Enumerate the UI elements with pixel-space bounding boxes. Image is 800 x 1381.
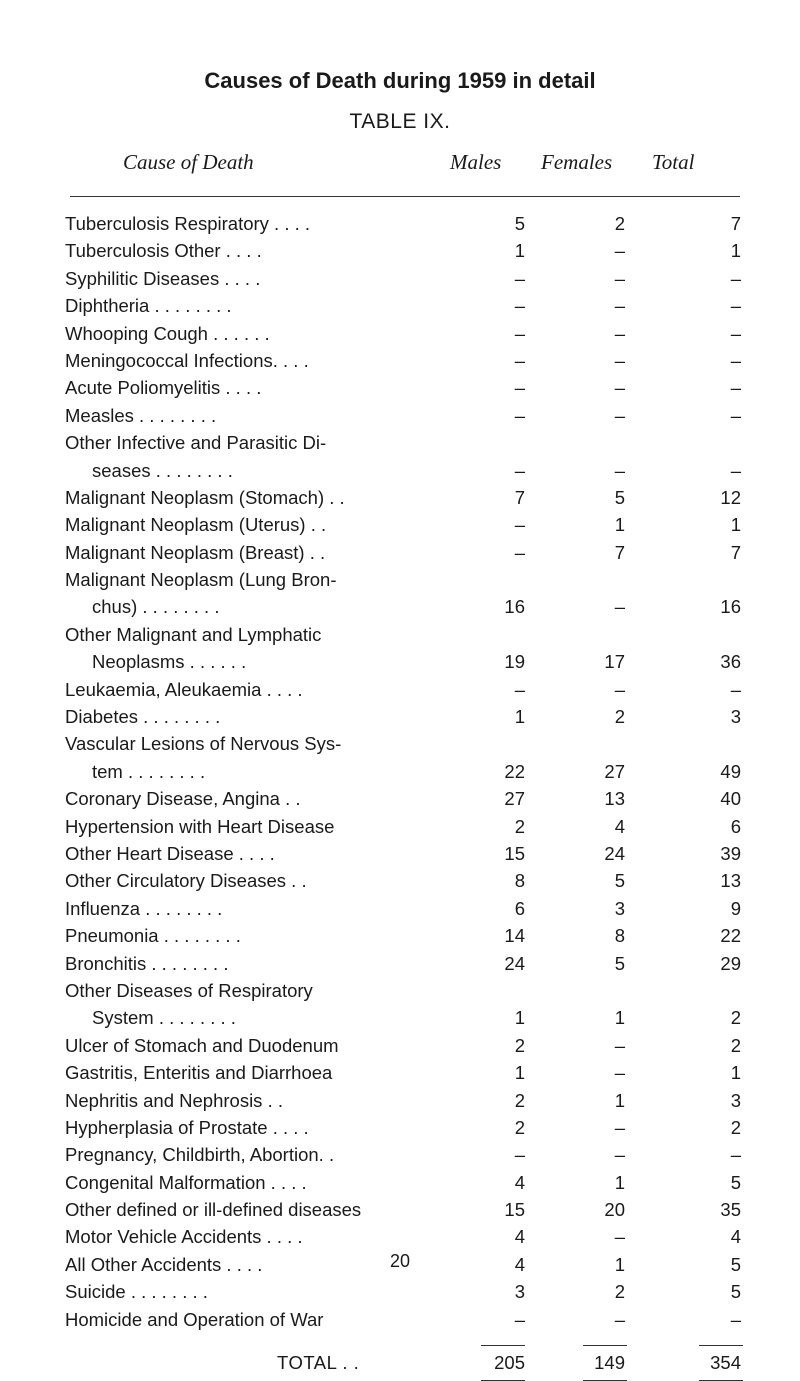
cause-label: Neoplasms . . . . . . <box>92 651 247 673</box>
females-value: – <box>614 322 625 344</box>
cause-label: Ulcer of Stomach and Duodenum <box>65 1034 339 1056</box>
males-value: 4 <box>514 1171 525 1193</box>
total-value: – <box>730 267 741 289</box>
total-value: 40 <box>720 788 741 810</box>
cause-label: Influenza . . . . . . . . <box>65 897 223 919</box>
males-value: 15 <box>504 1199 525 1221</box>
males-value: – <box>514 404 525 426</box>
males-value: 15 <box>504 842 525 864</box>
cause-label: Suicide . . . . . . . . <box>65 1281 208 1303</box>
table-row <box>65 265 745 292</box>
females-value: – <box>614 1226 625 1248</box>
males-value: – <box>514 322 525 344</box>
females-value: 5 <box>614 486 625 508</box>
males-value: – <box>514 349 525 371</box>
cause-label: Other defined or ill-defined diseases <box>65 1199 362 1221</box>
males-value: 1 <box>514 706 525 728</box>
cause-label: Coronary Disease, Angina . . <box>65 788 301 810</box>
cause-label: tem . . . . . . . . <box>92 760 206 782</box>
header-total: Total <box>652 150 695 174</box>
table-row <box>65 1306 745 1333</box>
total-value: – <box>730 322 741 344</box>
cause-label: Homicide and Operation of War <box>65 1308 324 1330</box>
females-value: 3 <box>614 897 625 919</box>
table-row <box>65 1004 745 1031</box>
table-row <box>65 1032 745 1059</box>
cause-label: All Other Accidents . . . . <box>65 1253 263 1275</box>
table-row <box>65 429 745 456</box>
males-value: 27 <box>504 788 525 810</box>
males-value: 1 <box>514 240 525 262</box>
total-value: 5 <box>730 1171 741 1193</box>
table-row <box>65 539 745 566</box>
females-value: 27 <box>604 760 625 782</box>
males-value: 6 <box>514 897 525 919</box>
males-value: 8 <box>514 870 525 892</box>
cause-label: chus) . . . . . . . . <box>92 596 220 618</box>
total-value: 4 <box>730 1226 741 1248</box>
total-value: 5 <box>730 1253 741 1275</box>
table-row <box>65 484 745 511</box>
table-row <box>65 813 745 840</box>
males-value: 2 <box>514 1116 525 1138</box>
cause-label: Vascular Lesions of Nervous Sys- <box>65 733 342 755</box>
total-females-value: 149 <box>594 1352 625 1374</box>
total-value: – <box>730 678 741 700</box>
males-value: 16 <box>504 596 525 618</box>
cause-label: Malignant Neoplasm (Lung Bron- <box>65 569 337 591</box>
females-value: – <box>614 1034 625 1056</box>
page-number: 20 <box>389 1251 411 1271</box>
table-row <box>65 758 745 785</box>
total-value: – <box>730 349 741 371</box>
table-row <box>65 210 745 237</box>
cause-label: Malignant Neoplasm (Breast) . . <box>65 541 326 563</box>
table-row <box>65 922 745 949</box>
cause-label: Malignant Neoplasm (Uterus) . . <box>65 514 327 536</box>
header-rule <box>70 196 740 197</box>
cause-label: Syphilitic Diseases . . . . <box>65 267 261 289</box>
females-value: – <box>614 377 625 399</box>
table-row <box>65 1169 745 1196</box>
total-value: – <box>730 459 741 481</box>
table-row <box>65 703 745 730</box>
table-row <box>65 950 745 977</box>
table-row <box>65 374 745 401</box>
total-value: 49 <box>720 760 741 782</box>
header-females: Females <box>541 150 613 174</box>
table-row <box>65 1196 745 1223</box>
females-value: – <box>614 1144 625 1166</box>
total-value: 2 <box>730 1034 741 1056</box>
total-value: 2 <box>730 1116 741 1138</box>
total-value: 36 <box>720 651 741 673</box>
females-value: 1 <box>614 1007 625 1029</box>
header-cause: Cause of Death <box>123 150 254 174</box>
total-label: TOTAL . . <box>277 1352 360 1374</box>
cause-label: Tuberculosis Other . . . . <box>65 240 262 262</box>
table-row <box>65 1059 745 1086</box>
table-row <box>65 237 745 264</box>
males-value: – <box>514 295 525 317</box>
cause-label: Other Malignant and Lymphatic <box>65 623 322 645</box>
females-value: 1 <box>614 1089 625 1111</box>
males-value: – <box>514 1308 525 1330</box>
table-label: TABLE IX. <box>349 110 451 133</box>
cause-label: Measles . . . . . . . . <box>65 404 217 426</box>
table-row <box>65 648 745 675</box>
females-value: – <box>614 596 625 618</box>
females-value: – <box>614 240 625 262</box>
total-value: – <box>730 295 741 317</box>
cause-label: Gastritis, Enteritis and Diarrhoea <box>65 1062 333 1084</box>
females-value: 2 <box>614 1281 625 1303</box>
cause-label: Bronchitis . . . . . . . . <box>65 952 229 974</box>
table-row <box>65 621 745 648</box>
males-value: – <box>514 541 525 563</box>
page-title: Causes of Death during 1959 in detail <box>204 68 596 93</box>
total-males-value: 205 <box>494 1352 525 1374</box>
males-value: 22 <box>504 760 525 782</box>
females-value: 4 <box>614 815 625 837</box>
cause-label: Other Heart Disease . . . . <box>65 842 275 864</box>
cause-label: Pneumonia . . . . . . . . <box>65 925 241 947</box>
cause-label: Motor Vehicle Accidents . . . . <box>65 1226 303 1248</box>
females-value: 13 <box>604 788 625 810</box>
total-value: 39 <box>720 842 741 864</box>
sum-rule <box>583 1345 627 1346</box>
total-value: 7 <box>730 213 741 234</box>
sum-rule <box>699 1345 743 1346</box>
total-value: 1 <box>730 240 741 262</box>
cause-label: System . . . . . . . . <box>92 1007 236 1029</box>
males-value: 3 <box>514 1281 525 1303</box>
females-value: 20 <box>604 1199 625 1221</box>
table-row <box>65 867 745 894</box>
males-value: 4 <box>514 1226 525 1248</box>
females-value: – <box>614 1308 625 1330</box>
total-value: – <box>730 1144 741 1166</box>
females-value: – <box>614 404 625 426</box>
cause-label: Congenital Malformation . . . . <box>65 1171 307 1193</box>
total-value: 6 <box>730 815 741 837</box>
females-value: – <box>614 349 625 371</box>
males-value: 1 <box>514 1007 525 1029</box>
females-value: 5 <box>614 870 625 892</box>
females-value: – <box>614 459 625 481</box>
table-row <box>65 511 745 538</box>
males-value: 7 <box>514 486 525 508</box>
cause-label: seases . . . . . . . . <box>92 459 233 481</box>
table-row <box>65 895 745 922</box>
total-value: 29 <box>720 952 741 974</box>
cause-label: Other Diseases of Respiratory <box>65 979 313 1001</box>
females-value: 17 <box>604 651 625 673</box>
males-value: 4 <box>514 1253 525 1275</box>
males-value: 2 <box>514 1089 525 1111</box>
total-value: 3 <box>730 1089 741 1111</box>
females-value: 24 <box>604 842 625 864</box>
cause-label: Other Circulatory Diseases . . <box>65 870 307 892</box>
header-males: Males <box>450 150 502 174</box>
females-value: 1 <box>614 1253 625 1275</box>
table-row <box>65 292 745 319</box>
males-value: – <box>514 459 525 481</box>
cause-label: Acute Poliomyelitis . . . . <box>65 377 262 399</box>
table-row <box>65 1223 745 1250</box>
females-value: 2 <box>614 706 625 728</box>
cause-label: Tuberculosis Respiratory . . . . <box>65 213 311 234</box>
table-row <box>65 1141 745 1168</box>
cause-label: Hypertension with Heart Disease <box>65 815 335 837</box>
total-row <box>65 1345 745 1381</box>
table-row <box>65 402 745 429</box>
total-value: 13 <box>720 870 741 892</box>
cause-label: Other Infective and Parasitic Di- <box>65 432 327 454</box>
cause-label: Diabetes . . . . . . . . <box>65 706 221 728</box>
males-value: – <box>514 514 525 536</box>
table-row <box>65 785 745 812</box>
females-value: – <box>614 295 625 317</box>
total-value: 5 <box>730 1281 741 1303</box>
cause-label: Pregnancy, Childbirth, Abortion. . <box>65 1144 335 1166</box>
table-row <box>65 1087 745 1114</box>
females-value: – <box>614 1062 625 1084</box>
males-value: 2 <box>514 1034 525 1056</box>
males-value: 14 <box>504 925 525 947</box>
table-row <box>65 347 745 374</box>
males-value: – <box>514 267 525 289</box>
males-value: 5 <box>514 213 525 234</box>
total-total-value: 354 <box>710 1352 741 1374</box>
table-row <box>65 1114 745 1141</box>
males-value: 19 <box>504 651 525 673</box>
cause-label: Diphtheria . . . . . . . . <box>65 295 232 317</box>
total-value: 35 <box>720 1199 741 1221</box>
total-value: 9 <box>730 897 741 919</box>
table-row <box>65 977 745 1004</box>
cause-label: Whooping Cough . . . . . . <box>65 322 270 344</box>
cause-label: Leukaemia, Aleukaemia . . . . <box>65 678 303 700</box>
females-value: 7 <box>614 541 625 563</box>
cause-label: Nephritis and Nephrosis . . <box>65 1089 283 1111</box>
females-value: – <box>614 1116 625 1138</box>
total-value: 1 <box>730 1062 741 1084</box>
cause-label: Malignant Neoplasm (Stomach) . . <box>65 486 345 508</box>
males-value: 2 <box>514 815 525 837</box>
males-value: – <box>514 377 525 399</box>
sum-rule <box>481 1345 525 1346</box>
males-value: 1 <box>514 1062 525 1084</box>
table-body <box>65 210 745 1381</box>
total-value: 12 <box>720 486 741 508</box>
total-value: 2 <box>730 1007 741 1029</box>
females-value: 2 <box>614 213 625 234</box>
total-value: 22 <box>720 925 741 947</box>
females-value: 1 <box>614 514 625 536</box>
total-value: – <box>730 377 741 399</box>
total-value: – <box>730 1308 741 1330</box>
table-row <box>65 840 745 867</box>
total-value: – <box>730 404 741 426</box>
males-value: 24 <box>504 952 525 974</box>
table-row <box>65 457 745 484</box>
females-value: 1 <box>614 1171 625 1193</box>
females-value: 5 <box>614 952 625 974</box>
table-row <box>65 730 745 757</box>
males-value: – <box>514 1144 525 1166</box>
table-row <box>65 593 745 620</box>
males-value: – <box>514 678 525 700</box>
cause-label: Meningococcal Infections. . . . <box>65 349 309 371</box>
total-value: 1 <box>730 514 741 536</box>
total-value: 16 <box>720 596 741 618</box>
total-value: 3 <box>730 706 741 728</box>
table-row <box>65 566 745 593</box>
females-value: – <box>614 678 625 700</box>
females-value: – <box>614 267 625 289</box>
cause-label: Hypherplasia of Prostate . . . . <box>65 1116 309 1138</box>
females-value: 8 <box>614 925 625 947</box>
table-row <box>65 676 745 703</box>
table-row <box>65 320 745 347</box>
total-value: 7 <box>730 541 741 563</box>
